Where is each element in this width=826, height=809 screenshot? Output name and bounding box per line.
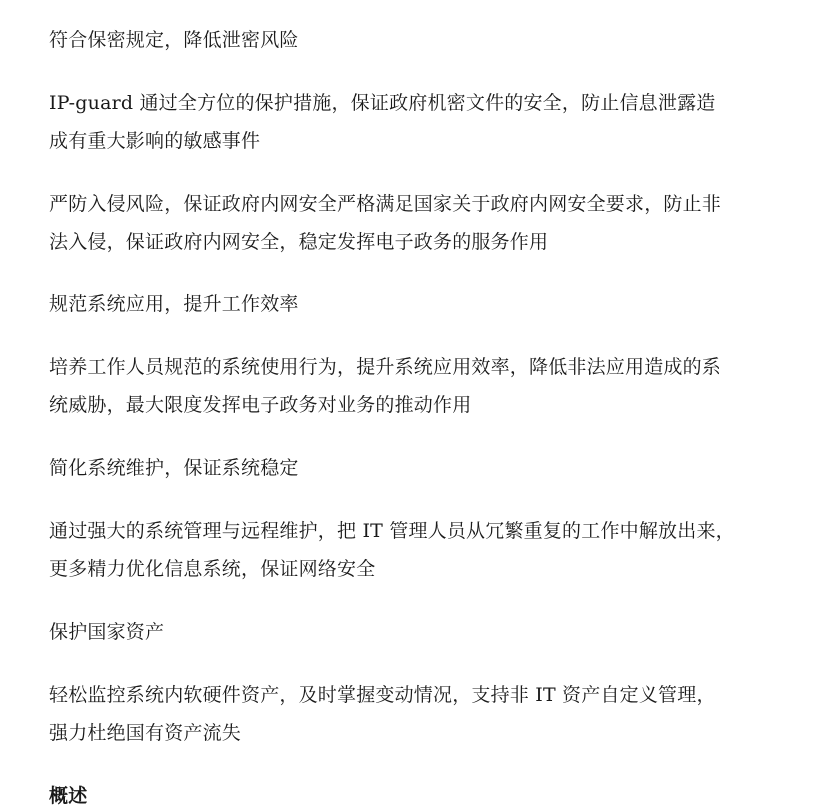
section-text: IP-guard 通过全方位的保护措施，保证政府机密文件的安全，防止信息泄露造: [49, 92, 716, 114]
section-heading: 简化系统维护，保证系统稳定: [49, 457, 299, 479]
section-text: 强力杜绝国有资产流失: [49, 722, 242, 744]
section-text: 法入侵，保证政府内网安全，稳定发挥电子政务的服务作用: [49, 231, 549, 253]
section-text: 成有重大影响的敏感事件: [49, 130, 261, 152]
section-text: 更多精力优化信息系统，保证网络安全: [49, 558, 376, 580]
section-heading: 严防入侵风险，保证政府内网安全严格满足国家关于政府内网安全要求，防止非: [49, 193, 722, 215]
section-heading: 保护国家资产: [49, 621, 165, 643]
section-text: 统威胁，最大限度发挥电子政务对业务的推动作用: [49, 394, 472, 416]
section-heading: 符合保密规定，降低泄密风险: [49, 29, 299, 51]
section-heading: 规范系统应用，提升工作效率: [49, 293, 299, 315]
section-text: 轻松监控系统内软硬件资产，及时掌握变动情况，支持非 IT 资产自定义管理，: [49, 684, 716, 706]
section-text: 通过强大的系统管理与远程维护，把 IT 管理人员从冗繁重复的工作中解放出来，: [49, 520, 735, 542]
section-text: 培养工作人员规范的系统使用行为，提升系统应用效率，降低非法应用造成的系: [49, 356, 722, 378]
overview-title: 概述: [49, 785, 88, 807]
